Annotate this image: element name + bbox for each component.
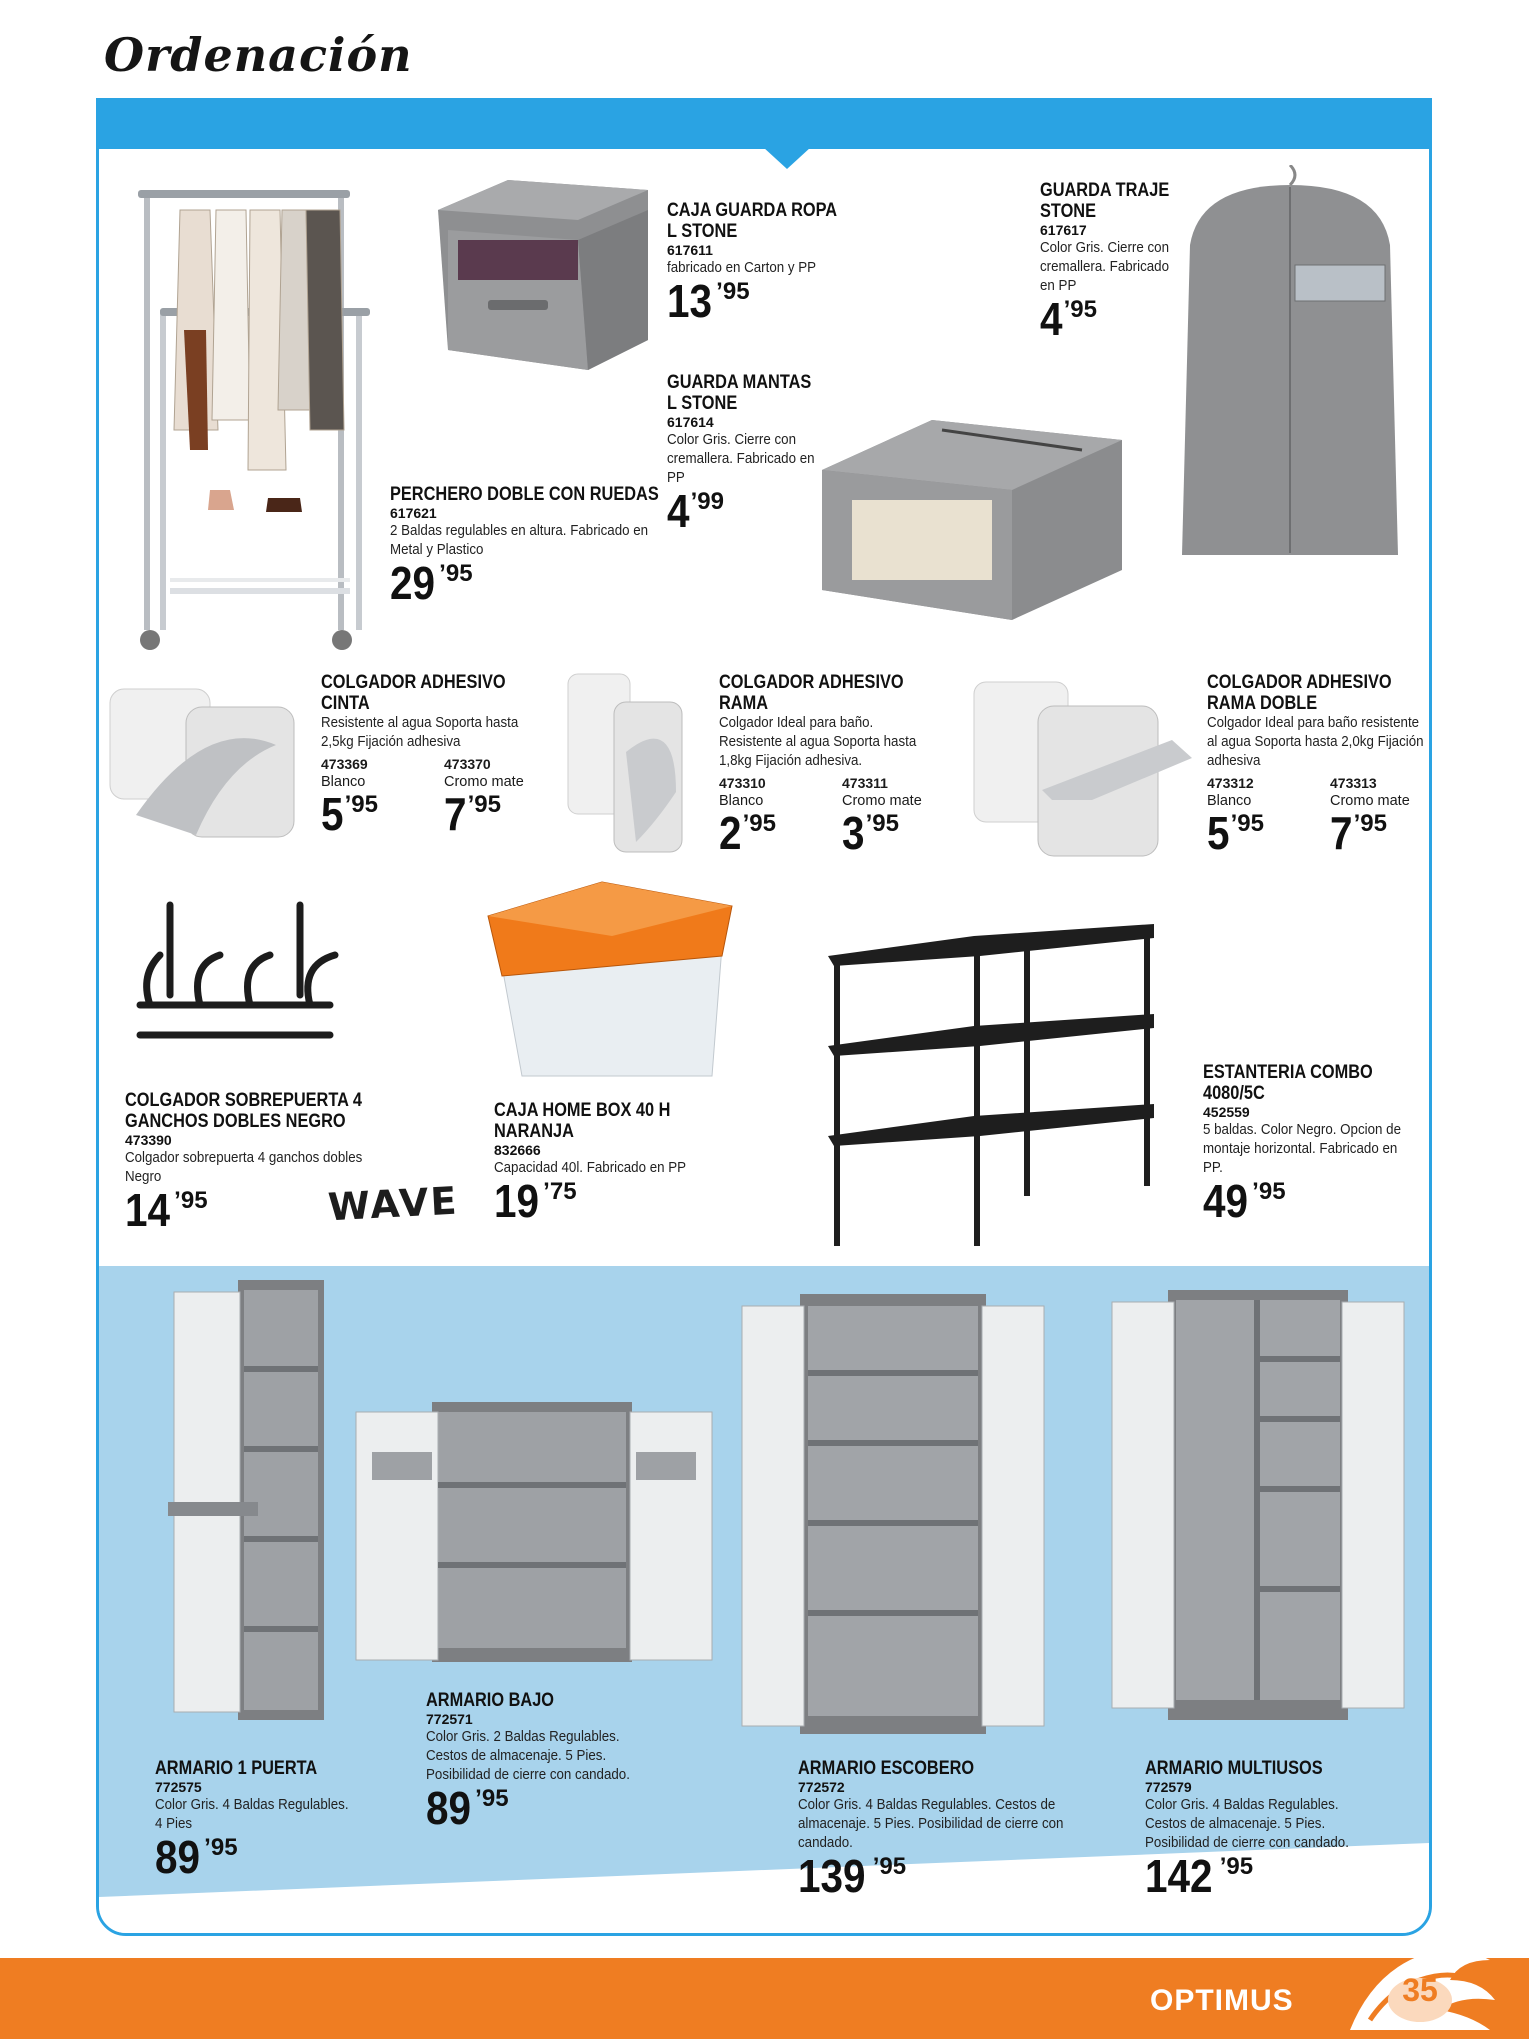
product-price <box>1040 293 1170 345</box>
product-name: ESTANTERIA COMBO 4080/5C <box>1203 1062 1373 1104</box>
product-name: PERCHERO DOBLE CON RUEDAS <box>390 484 659 505</box>
product-code: 617611 <box>667 242 713 258</box>
adhesive-hook-rama-doble-image <box>972 680 1202 860</box>
price-integer: 89 <box>426 1782 472 1834</box>
header-bar <box>99 101 1429 149</box>
over-door-hook-image <box>130 895 360 1055</box>
product-code: 772579 <box>1145 1779 1192 1795</box>
product-price <box>667 485 817 537</box>
product-code: 473390 <box>125 1132 172 1148</box>
broom-cabinet-image <box>738 1290 1048 1740</box>
low-cabinet-image <box>352 1392 716 1672</box>
product-caja-home-box <box>494 1100 724 1227</box>
price-decimal: ’95 <box>174 1187 208 1214</box>
product-guarda-traje <box>1040 180 1170 345</box>
multipurpose-cabinet-image <box>1108 1286 1408 1726</box>
price-integer: 4 <box>1040 293 1063 345</box>
home-box-image <box>482 876 742 1086</box>
price-decimal: ’95 <box>475 1785 509 1812</box>
footer-bar <box>0 1958 1529 2039</box>
price-decimal: ’95 <box>1230 810 1264 837</box>
product-price <box>155 1831 355 1883</box>
price-decimal: ’75 <box>543 1178 577 1205</box>
product-armario-escobero <box>798 1758 1068 1902</box>
price-decimal: ’95 <box>1353 810 1387 837</box>
price-integer: 7 <box>444 788 467 840</box>
product-description: Color Gris. 4 Baldas Regulables. Cestos de almacenaje. 5 Pies. Posibilidad de cierre con candado. <box>798 1797 1064 1851</box>
price-decimal: ’95 <box>1219 1853 1254 1880</box>
product-description: Capacidad 40l. Fabricado en PP <box>494 1160 687 1176</box>
product-description: Color Gris. 2 Baldas Regulables. Cestos de almacenaje. 5 Pies. Posibilidad de cierre con candado. <box>426 1729 630 1783</box>
wave-logo: WAVE <box>326 1178 460 1230</box>
variant-blanco <box>719 775 816 859</box>
price-decimal: ’95 <box>439 560 473 587</box>
price-integer: 5 <box>1207 807 1230 859</box>
price-decimal: ’95 <box>204 1834 238 1861</box>
variant-code: 473313 <box>1330 775 1377 791</box>
product-description: 2 Baldas regulables en altura. Fabricado en Metal y Plastico <box>390 523 649 558</box>
price-integer: 139 <box>798 1850 866 1902</box>
variant-price <box>719 807 816 859</box>
variant-price <box>1330 807 1427 859</box>
product-code: 772572 <box>798 1779 845 1795</box>
price-integer: 89 <box>155 1831 201 1883</box>
product-description: fabricado en Carton y PP <box>667 260 817 276</box>
product-code: 452559 <box>1203 1104 1250 1120</box>
product-code: 772571 <box>426 1711 473 1727</box>
variant-code: 473311 <box>842 775 888 791</box>
page-number: 35 <box>1402 1972 1438 2008</box>
product-perchero <box>390 484 660 609</box>
price-decimal: ’95 <box>742 810 776 837</box>
blanket-bag-image <box>812 410 1132 630</box>
variant-cromo-mate <box>842 775 939 859</box>
adhesive-hook-cinta-image <box>106 685 306 855</box>
product-price <box>494 1175 724 1227</box>
brand-logo: OPTIMUS <box>1150 1984 1294 2017</box>
price-decimal: ’95 <box>1252 1178 1286 1205</box>
product-code: 617617 <box>1040 222 1087 238</box>
section-title: Ordenación <box>104 28 413 82</box>
product-description: Colgador Ideal para baño. Resistente al agua Soporta hasta 1,8kg Fijación adhesiva. <box>719 715 917 769</box>
header-notch <box>763 147 811 169</box>
product-price <box>1203 1175 1403 1227</box>
variant-code: 473310 <box>719 775 766 791</box>
shelving-unit-image <box>824 916 1164 1246</box>
variant-cromo-mate <box>444 756 541 840</box>
product-price <box>798 1850 1068 1902</box>
price-integer: 14 <box>125 1184 171 1236</box>
price-decimal: ’95 <box>467 791 501 818</box>
price-integer: 29 <box>390 557 436 609</box>
price-decimal: ’95 <box>1063 296 1097 323</box>
product-colgador-sobrepuerta <box>125 1090 385 1236</box>
variant-code: 473369 <box>321 756 368 772</box>
product-description: 5 baldas. Color Negro. Opcion de montaje horizontal. Fabricado en PP. <box>1203 1122 1402 1176</box>
price-integer: 4 <box>667 485 690 537</box>
product-armario-multiusos <box>1145 1758 1385 1902</box>
variant-code: 473312 <box>1207 775 1254 791</box>
product-description: Color Gris. Cierre con cremallera. Fabricado en PP <box>1040 240 1170 294</box>
variant-cromo-mate <box>1330 775 1427 859</box>
one-door-cabinet-image <box>168 1276 328 1736</box>
price-integer: 142 <box>1145 1850 1213 1902</box>
product-name: CAJA GUARDA ROPA L STONE <box>667 200 837 242</box>
product-name: ARMARIO ESCOBERO <box>798 1758 975 1779</box>
variant-finish: Cromo mate <box>444 774 524 790</box>
product-armario-1-puerta <box>155 1758 355 1883</box>
product-code: 617621 <box>390 505 437 521</box>
price-integer: 3 <box>842 807 865 859</box>
price-integer: 13 <box>667 275 713 327</box>
variant-price <box>842 807 939 859</box>
variant-blanco <box>321 756 418 840</box>
variant-finish: Blanco <box>1207 793 1252 809</box>
product-price <box>390 557 660 609</box>
product-description: Color Gris. 4 Baldas Regulables. 4 Pies <box>155 1797 349 1832</box>
storage-box-image <box>428 170 658 380</box>
product-estanteria <box>1203 1062 1403 1227</box>
product-code: 772575 <box>155 1779 202 1795</box>
price-decimal: ’99 <box>690 488 724 515</box>
product-colgador-cinta <box>321 672 541 840</box>
price-integer: 5 <box>321 788 344 840</box>
product-name: ARMARIO MULTIUSOS <box>1145 1758 1323 1779</box>
product-description: Color Gris. Cierre con cremallera. Fabricado en PP <box>667 432 815 486</box>
product-price <box>667 275 847 327</box>
variant-finish: Blanco <box>321 774 366 790</box>
product-code: 617614 <box>667 414 714 430</box>
product-description: Colgador sobrepuerta 4 ganchos dobles Negro <box>125 1150 363 1185</box>
price-integer: 19 <box>494 1175 540 1227</box>
variant-price <box>1207 807 1304 859</box>
product-colgador-rama <box>719 672 939 859</box>
price-integer: 49 <box>1203 1175 1249 1227</box>
variant-code: 473370 <box>444 756 491 772</box>
product-name: ARMARIO 1 PUERTA <box>155 1758 318 1779</box>
product-price <box>426 1782 656 1834</box>
product-price <box>125 1184 385 1236</box>
product-description: Color Gris. 4 Baldas Regulables. Cestos de almacenaje. 5 Pies. Posibilidad de cierre con candado. <box>1145 1797 1349 1851</box>
garment-bag-image <box>1170 165 1410 565</box>
price-decimal: ’95 <box>344 791 378 818</box>
product-name: COLGADOR ADHESIVO RAMA DOBLE <box>1207 672 1392 714</box>
product-name: GUARDA TRAJE STONE <box>1040 180 1170 222</box>
product-name: CAJA HOME BOX 40 H NARANJA <box>494 1100 671 1142</box>
product-description: Colgador Ideal para baño resistente al agua Soporta hasta 2,0kg Fijación adhesiva <box>1207 715 1424 769</box>
product-name: GUARDA MANTAS L STONE <box>667 372 812 414</box>
variant-price <box>321 788 418 840</box>
variant-price <box>444 788 541 840</box>
product-name: COLGADOR SOBREPUERTA 4 GANCHOS DOBLES NEGRO <box>125 1090 362 1132</box>
product-caja-guarda-ropa <box>667 200 847 327</box>
variant-finish: Cromo mate <box>842 793 922 809</box>
adhesive-hook-rama-image <box>566 672 686 862</box>
price-decimal: ’95 <box>865 810 899 837</box>
variant-finish: Blanco <box>719 793 764 809</box>
price-decimal: ’95 <box>872 1853 907 1880</box>
product-guarda-mantas <box>667 372 817 537</box>
product-name: COLGADOR ADHESIVO RAMA <box>719 672 904 714</box>
variant-finish: Cromo mate <box>1330 793 1410 809</box>
price-decimal: ’95 <box>716 278 750 305</box>
product-colgador-rama-doble <box>1207 672 1427 859</box>
price-integer: 7 <box>1330 807 1353 859</box>
price-integer: 2 <box>719 807 742 859</box>
product-code: 832666 <box>494 1142 541 1158</box>
product-armario-bajo <box>426 1690 656 1834</box>
product-price <box>1145 1850 1385 1902</box>
product-description: Resistente al agua Soporta hasta 2,5kg Fijación adhesiva <box>321 715 519 750</box>
variant-blanco <box>1207 775 1304 859</box>
product-name: ARMARIO BAJO <box>426 1690 555 1711</box>
product-name: COLGADOR ADHESIVO CINTA <box>321 672 506 714</box>
clothes-rack-image <box>130 180 390 660</box>
